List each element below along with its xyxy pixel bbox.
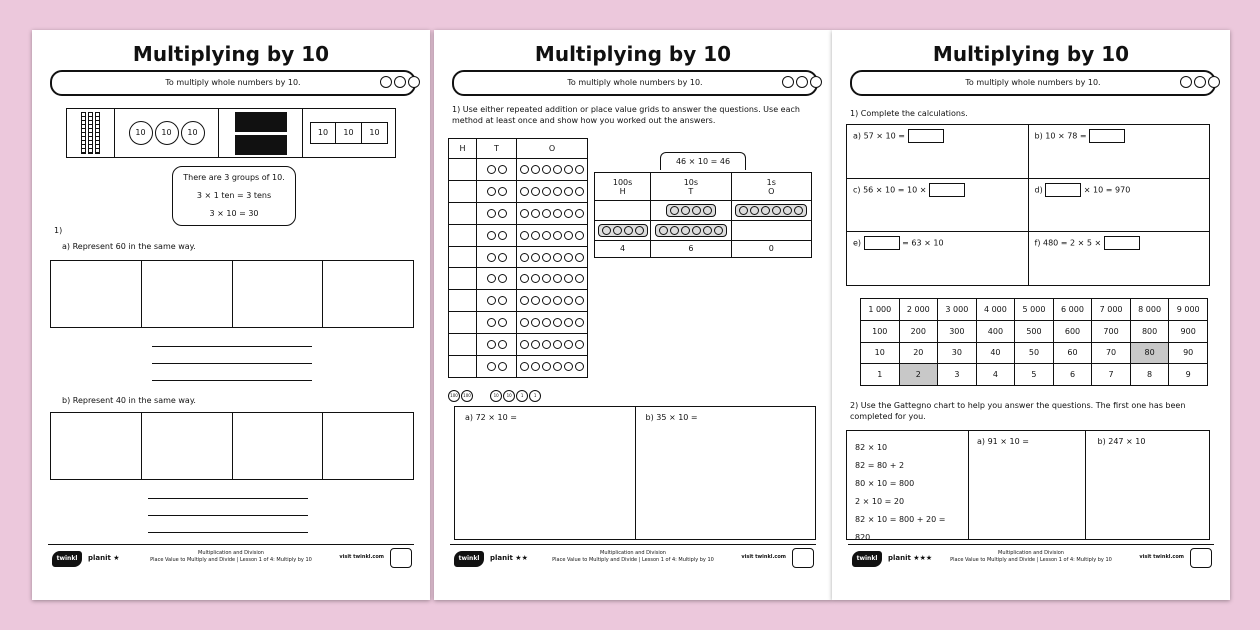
footer-line: Multiplication and Division [198,550,264,556]
answer-box[interactable] [1045,183,1081,197]
footer-line: Multiplication and Division [998,550,1064,556]
footer [48,544,414,570]
twinkl-logo: twinkl [52,551,82,567]
sheet-title: Multiplying by 10 [534,42,732,66]
worked-example-area [846,430,1210,540]
objective-banner: To multiply whole numbers by 10. [50,70,416,96]
calc-text: f) 480 = 2 × 5 × [1034,238,1102,248]
answer-area[interactable] [454,406,816,540]
pv-header: 10s T [651,173,731,201]
gattegno-cell: 700 [1092,320,1131,342]
representation-panel [66,108,396,158]
gattegno-cell: 900 [1169,320,1208,342]
gattegno-cell: 60 [1053,342,1092,364]
footer-lesson [108,550,354,564]
gattegno-chart [860,298,1208,386]
gattegno-cell: 4 [976,364,1015,386]
gattegno-cell: 100 [861,320,900,342]
calc-text: d) [1034,185,1043,195]
gattegno-cell: 5 [1015,364,1054,386]
visit-link[interactable]: visit twinkl.com [1139,554,1184,560]
calc-text: e) [853,238,862,248]
gattegno-cell: 600 [1053,320,1092,342]
twinkl-logo: twinkl [852,551,882,567]
grid-header: O [517,139,588,159]
gattegno-cell: 40 [976,342,1015,364]
answer-b[interactable]: b) 247 × 10 [1097,437,1146,446]
place-value-chart [594,172,812,258]
question-b: b) Represent 40 in the same way. [62,396,196,405]
instruction: 1) Use either repeated addition or place value grids to answer the questions. Use each method at least once and show how you worked out the answers. [452,105,800,125]
writing-line[interactable] [148,498,308,499]
counter-ten: 10 [129,121,153,145]
gattegno-cell: 8 000 [1130,299,1169,321]
answer-box[interactable] [908,129,944,143]
gattegno-cell: 10 [861,342,900,364]
answer-box[interactable] [1104,236,1140,250]
twinkl-logo: twinkl [454,551,484,567]
answer-a[interactable]: a) 72 × 10 = [455,407,636,539]
sheet-title: Multiplying by 10 [932,42,1130,66]
footer-line: Place Value to Multiply and Divide | Lesson 1 of 4: Multiply by 10 [150,557,312,563]
strip-cell: 10 [336,122,362,144]
calc-text: c) 56 × 10 = 10 × [853,185,927,195]
pv-result: 6 [651,240,731,257]
badge-icon [390,548,412,568]
question-a: a) Represent 60 in the same way. [62,242,196,251]
base-ten-rods [67,109,115,157]
footer [450,544,816,570]
gattegno-cell: 400 [976,320,1015,342]
legend-counter: 10 [490,390,502,402]
gattegno-cell: 7 000 [1092,299,1131,321]
writing-line[interactable] [152,346,312,347]
place-value-counters [115,109,219,157]
legend-counter: 1 [529,390,541,402]
explanation-bubble [172,166,296,226]
grid-header: H [449,139,477,159]
answer-box[interactable] [864,236,900,250]
calc-text: × 10 = 970 [1083,185,1131,195]
gattegno-cell: 4 000 [976,299,1015,321]
worksheet-3 [832,30,1230,600]
example-line: 82 × 10 = 800 + 20 = 820 [855,515,946,542]
footer-lesson [510,550,756,564]
answer-box[interactable] [1089,129,1125,143]
calc-text: = 63 × 10 [902,238,944,248]
planit-label: planit ★★★ [888,554,933,562]
explain-line: There are 3 groups of 10. [183,173,285,182]
answer-b[interactable]: b) 35 × 10 = [645,413,698,422]
gattegno-cell: 3 [938,364,977,386]
badge-icon [792,548,814,568]
gattegno-cell: 6 000 [1053,299,1092,321]
planit-label: planit ★ [88,554,120,562]
objective-banner: To multiply whole numbers by 10. [850,70,1216,96]
legend-counter: 100 [461,390,473,402]
badge-icon [1190,548,1212,568]
gattegno-cell: 90 [1169,342,1208,364]
pv-result: 0 [731,240,811,257]
footer [848,544,1214,570]
counter-ten: 10 [181,121,205,145]
example-line: 2 × 10 = 20 [855,497,905,506]
answer-a[interactable]: a) 91 × 10 = [969,431,1086,539]
gattegno-cell: 9 000 [1169,299,1208,321]
gattegno-cell: 200 [899,320,938,342]
objective-banner: To multiply whole numbers by 10. [452,70,818,96]
gattegno-cell: 20 [899,342,938,364]
example-line: 82 × 10 [855,443,888,452]
footer-lesson [908,550,1154,564]
gattegno-cell: 6 [1053,364,1092,386]
writing-line[interactable] [152,380,312,381]
pv-header: 100s H [595,173,651,201]
worksheet-2 [434,30,832,600]
gattegno-cell: 300 [938,320,977,342]
counter-ten: 10 [155,121,179,145]
gattegno-cell: 30 [938,342,977,364]
gattegno-cell: 5 000 [1015,299,1054,321]
explain-line: 3 × 10 = 30 [209,209,259,218]
writing-line[interactable] [148,532,308,533]
legend-counter: 100 [448,390,460,402]
place-value-strip [303,109,395,157]
question-2: 2) Use the Gattegno chart to help you answer the questions. The first one has been completed for you. [850,401,1186,421]
equation-tab: 46 × 10 = 46 [660,152,746,170]
planit-label: planit ★★ [490,554,528,562]
answer-box[interactable] [929,183,965,197]
calculations-table [846,124,1210,286]
visit-link[interactable]: visit twinkl.com [741,554,786,560]
footer-line: Place Value to Multiply and Divide | Lesson 1 of 4: Multiply by 10 [552,557,714,563]
gattegno-cell: 2 [899,364,938,386]
counter-legend [448,382,542,402]
answer-grid-b[interactable] [50,412,414,480]
question-number: 1) [54,226,63,235]
difficulty-dots [380,76,420,88]
gattegno-cell: 70 [1092,342,1131,364]
legend-counter: 1 [516,390,528,402]
question-1: 1) Complete the calculations. [850,109,968,118]
gattegno-cell: 500 [1015,320,1054,342]
answer-grid-a[interactable] [50,260,414,328]
example-line: 82 = 80 + 2 [855,461,905,470]
writing-line[interactable] [148,515,308,516]
gattegno-cell: 2 000 [899,299,938,321]
pv-result: 4 [595,240,651,257]
gattegno-cell: 80 [1130,342,1169,364]
gattegno-cell: 50 [1015,342,1054,364]
calc-text: b) 10 × 78 = [1034,131,1087,141]
gattegno-cell: 7 [1092,364,1131,386]
calc-text: a) 57 × 10 = [853,131,905,141]
gattegno-cell: 1 [861,364,900,386]
visit-link[interactable]: visit twinkl.com [339,554,384,560]
difficulty-dots [1180,76,1220,88]
footer-line: Place Value to Multiply and Divide | Lesson 1 of 4: Multiply by 10 [950,557,1112,563]
ten-frames [219,109,303,157]
grid-header: T [477,139,517,159]
footer-line: Multiplication and Division [600,550,666,556]
gattegno-cell: 3 000 [938,299,977,321]
writing-line[interactable] [152,363,312,364]
sheet-title: Multiplying by 10 [132,42,330,66]
strip-cell: 10 [362,122,388,144]
explain-line: 3 × 1 ten = 3 tens [196,191,272,200]
worksheet-1 [32,30,430,600]
difficulty-dots [782,76,822,88]
gattegno-cell: 9 [1169,364,1208,386]
example-line: 80 × 10 = 800 [855,479,915,488]
gattegno-cell: 800 [1130,320,1169,342]
gattegno-cell: 1 000 [861,299,900,321]
legend-counter: 10 [503,390,515,402]
worked-example [847,431,969,542]
strip-cell: 10 [310,122,336,144]
gattegno-cell: 8 [1130,364,1169,386]
pv-header: 1s O [731,173,811,201]
place-value-grid [448,138,588,378]
